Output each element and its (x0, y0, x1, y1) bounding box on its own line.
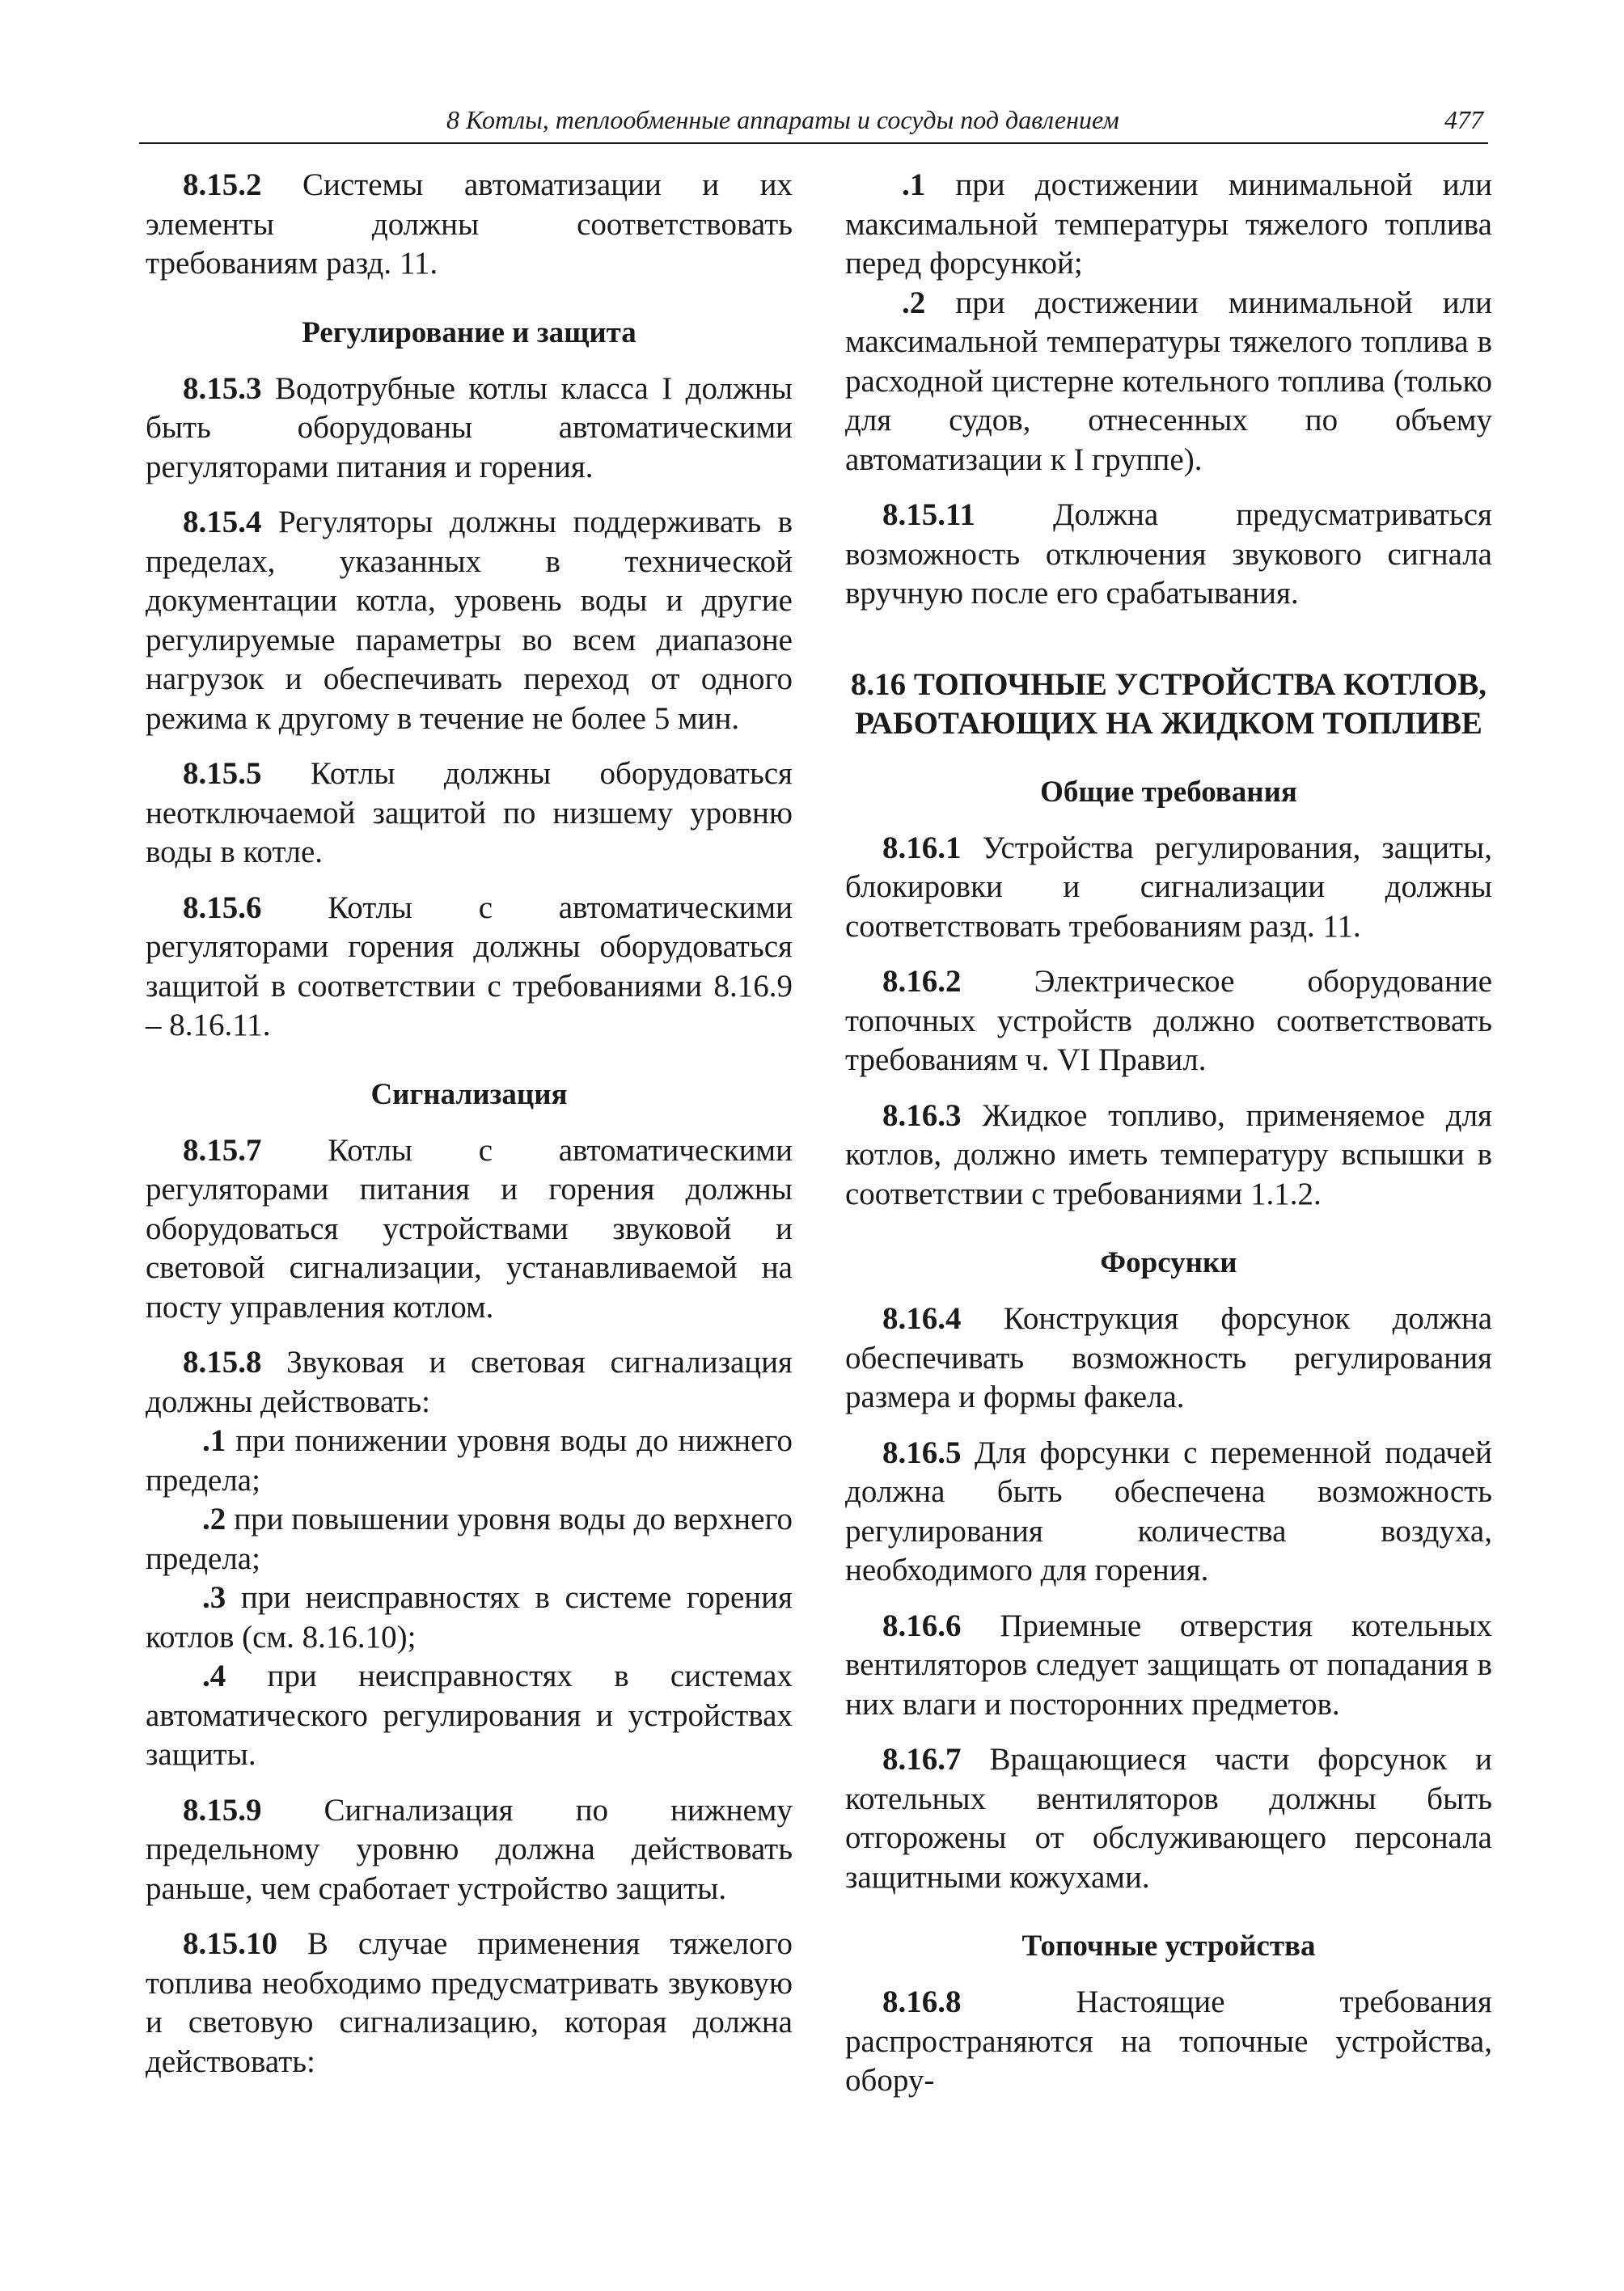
clause-number: 8.15.6 (183, 890, 262, 925)
list-item-4 (146, 1657, 793, 1775)
list-number: .1 (902, 167, 926, 202)
clause-text: Приемные отверстия котельных вентиляторов следует защищать от попадания в них влаги и посторонних предметов. (845, 1608, 1492, 1722)
clause-text: Конструкция форсунок должна обеспечивать возможность регулирования размера и формы факела. (845, 1301, 1492, 1414)
paragraph-8-16-6 (845, 1607, 1492, 1725)
clause-number: 8.15.3 (183, 370, 262, 406)
clause-text: Устройства регулирования, защиты, блокировки и сигнализации должны соответствовать требованиям разд. 11. (845, 830, 1492, 944)
list-number: .4 (202, 1659, 226, 1693)
subheading-general: Общие требования (1040, 775, 1297, 809)
subheading-furnace: Топочные устройства (1021, 1930, 1316, 1963)
clause-text: Котлы с автоматическими регуляторами горения должны оборудоваться защитой в соответствии с требованиями 8.16.9 – 8.16.11. (146, 890, 793, 1042)
clause-number: 8.16.6 (882, 1608, 962, 1643)
clause-number: 8.16.3 (882, 1097, 962, 1133)
paragraph-8-16-3 (845, 1097, 1492, 1215)
clause-text: Электрическое оборудование топочных устройств должно соответствовать требованиям ч. VI Правил. (845, 964, 1492, 1077)
subheading-nozzles: Форсунки (1100, 1246, 1237, 1279)
list-text: при неисправностях в системах автоматического регулирования и устройствах защиты. (146, 1659, 793, 1772)
clause-number: 8.15.10 (183, 1926, 277, 1961)
right-column (845, 166, 1492, 2117)
clause-text: Котлы должны оборудоваться неотключаемой защитой по низшему уровню воды в котле. (146, 756, 793, 869)
list-text: при неисправностях в системе горения котлов (см. 8.16.10); (146, 1580, 793, 1655)
clause-text: В случае применения тяжелого топлива необходимо предусматривать звуковую и световую сигнализацию, которая должна действовать: (146, 1926, 793, 2079)
clause-text: Для форсунки с переменной подачей должна быть обеспечена возможность регулирования количества воздуха, необходимого для горения. (845, 1435, 1492, 1587)
clause-number: 8.16.8 (882, 1985, 962, 2019)
header-title: 8 Котлы, теплообменные аппараты и сосуды под давлением (446, 105, 1119, 134)
clause-text: Сигнализация по нижнему предельному уровню должна действовать раньше, чем сработает устройство защиты. (146, 1792, 793, 1906)
paragraph-8-16-4 (845, 1300, 1492, 1418)
clause-number: 8.15.9 (183, 1792, 262, 1828)
paragraph-8-15-7 (146, 1131, 793, 1328)
paragraph-8-15-4 (146, 503, 793, 738)
clause-text: Звуковая и световая сигнализация должны действовать: (146, 1345, 793, 1419)
clause-text: Водотрубные котлы класса I должны быть оборудованы автоматическими регуляторами питания и горения. (146, 370, 793, 484)
list-number: .2 (202, 1502, 226, 1536)
subheading-signalling: Сигнализация (370, 1077, 568, 1111)
clause-number: 8.16.1 (882, 830, 962, 865)
clause-text: Должна предусматриваться возможность отключения звукового сигнала вручную после его срабатывания. (845, 497, 1492, 611)
list-item-2 (146, 1500, 793, 1579)
clause-number: 8.16.7 (882, 1742, 962, 1777)
clause-number: 8.16.2 (882, 964, 962, 999)
clause-number: 8.16.5 (882, 1435, 962, 1470)
paragraph-8-16-8 (845, 1983, 1492, 2101)
clause-number: 8.15.4 (183, 505, 262, 539)
clause-number: 8.16.4 (882, 1301, 962, 1336)
list-number: .3 (202, 1580, 226, 1615)
running-header (139, 104, 1488, 144)
clause-text: Вращающиеся части форсунок и котельных вентиляторов должны быть отгорожены от обслуживающего персонала защитными кожухами. (845, 1742, 1492, 1895)
section-title: 8.16 ТОПОЧНЫЕ УСТРОЙСТВА КОТЛОВ, РАБОТАЮЩИХ НА ЖИДКОМ ТОПЛИВЕ (850, 666, 1487, 741)
paragraph-8-15-11 (845, 496, 1492, 614)
clause-number: 8.15.11 (882, 497, 975, 532)
subheading-regulation: Регулирование и защита (302, 315, 636, 349)
paragraph-8-16-2 (845, 962, 1492, 1080)
paragraph-8-15-6 (146, 889, 793, 1046)
paragraph-8-15-5 (146, 755, 793, 873)
list-text: при понижении уровня воды до нижнего предела; (146, 1423, 793, 1498)
list-text: при повышении уровня воды до верхнего предела; (146, 1502, 793, 1576)
clause-number: 8.15.7 (183, 1132, 262, 1168)
clause-number: 8.15.5 (183, 756, 262, 791)
paragraph-8-15-2 (146, 166, 793, 284)
clause-text: Настоящие требования распространяются на топочные устройства, обору- (845, 1985, 1492, 2098)
list-text: при достижении минимальной или максимальной температуры тяжелого топлива перед форсункой; (845, 167, 1492, 281)
paragraph-8-16-7 (845, 1740, 1492, 1897)
page-number: 477 (1444, 105, 1483, 134)
list-item-3 (146, 1579, 793, 1657)
list-item-1 (146, 1422, 793, 1500)
paragraph-8-15-3 (146, 370, 793, 488)
clause-text: Котлы с автоматическими регуляторами питания и горения должны оборудоваться устройствами звуковой и световой сигнализации, устанавливаемой на посту управления котлом. (146, 1132, 793, 1325)
paragraph-8-16-1 (845, 829, 1492, 947)
list-number: .2 (902, 285, 926, 320)
clause-text: Системы автоматизации и их элементы должны соответствовать требованиям разд. 11. (146, 167, 793, 281)
paragraph-8-15-10 (146, 1925, 793, 2082)
clause-text: Жидкое топливо, применяемое для котлов, должно иметь температуру вспышки в соответствии с требованиями 1.1.2. (845, 1097, 1492, 1211)
list-item-1 (845, 166, 1492, 284)
clause-number: 8.15.2 (183, 167, 262, 202)
list-item-2 (845, 284, 1492, 480)
clause-text: Регуляторы должны поддерживать в пределах, указанных в технической документации котла, уровень воды и другие регулируемые параметры во всем диапазоне нагрузок и обеспечивать переход от одного режима к другому в течение не более 5 мин. (146, 505, 793, 736)
list-text: при достижении минимальной или максимальной температуры тяжелого топлива в расходной цистерне котельного топлива (только для судов, отнесенных по объему автоматизации к I группе). (845, 285, 1492, 477)
left-column (146, 166, 793, 2098)
list-number: .1 (202, 1423, 226, 1458)
clause-number: 8.15.8 (183, 1345, 262, 1380)
paragraph-8-15-9 (146, 1791, 793, 1909)
paragraph-8-16-5 (845, 1434, 1492, 1591)
paragraph-8-15-8 (146, 1343, 793, 1422)
